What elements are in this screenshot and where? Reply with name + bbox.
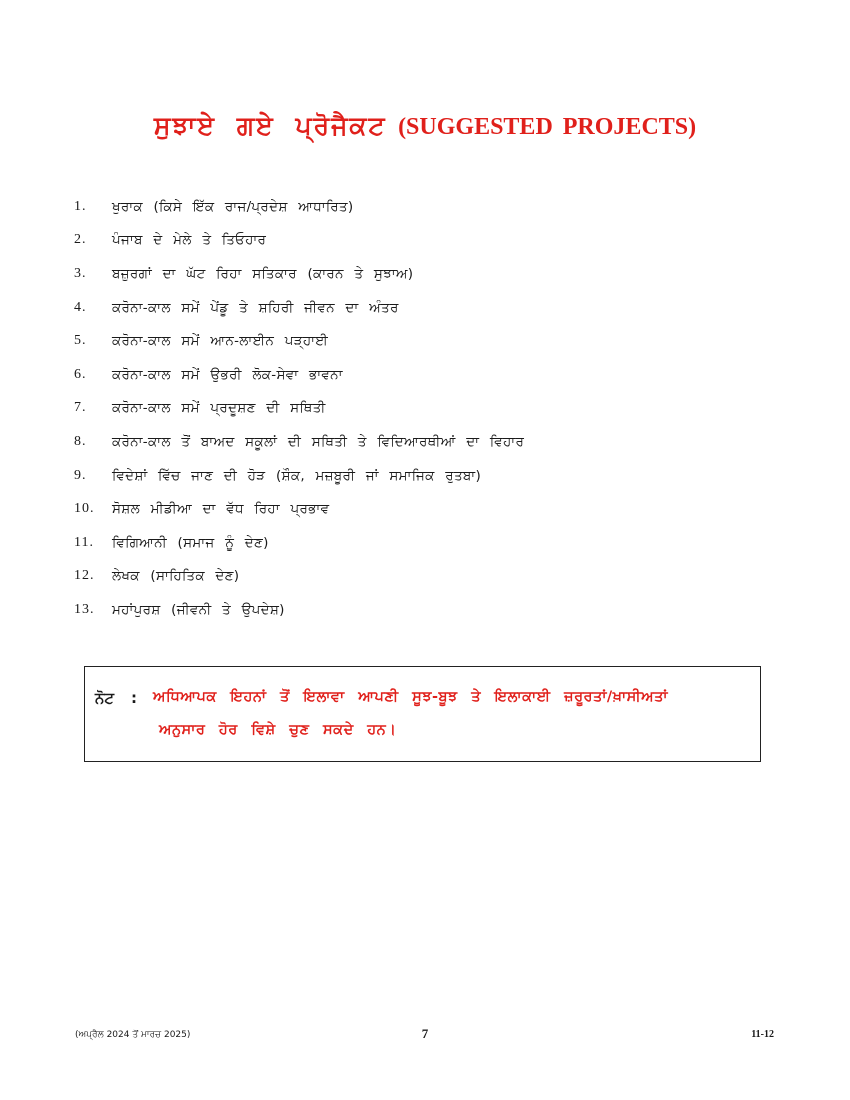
project-item [74,459,774,493]
note-text-line-2: ਅਨੁਸਾਰ ਹੋਰ ਵਿਸ਼ੇ ਚੁਣ ਸਕਦੇ ਹਨ। [159,722,397,738]
project-number: 11. [74,534,94,550]
project-title: ਕਰੋਨਾ-ਕਾਲ ਸਮੇਂ ਪੇਂਡੂ ਤੇ ਸ਼ਹਿਰੀ ਜੀਵਨ ਦਾ ਅੰਤਰ [112,299,399,316]
project-item [74,190,774,224]
project-number: 2. [74,232,87,248]
project-number: 9. [74,467,87,483]
project-title: ਕਰੋਨਾ-ਕਾਲ ਸਮੇਂ ਉਭਰੀ ਲੋਕ-ਸੇਵਾ ਭਾਵਨਾ [112,366,343,383]
project-item [74,257,774,291]
project-item [74,492,774,526]
project-title: ਲੇਖਕ (ਸਾਹਿਤਿਕ ਦੇਣ) [112,568,240,585]
page-title [0,106,850,149]
project-title: ਬਜ਼ੁਰਗਾਂ ਦਾ ਘੱਟ ਰਿਹਾ ਸਤਿਕਾਰ (ਕਾਰਨ ਤੇ ਸੁਝਾਅ) [112,265,414,282]
project-number: 4. [74,299,87,315]
project-item [74,324,774,358]
project-item [74,392,774,426]
project-item [74,358,774,392]
project-title: ਵਿਦੇਸ਼ਾਂ ਵਿੱਚ ਜਾਣ ਦੀ ਹੋੜ (ਸ਼ੌਕ, ਮਜ਼ਬੂਰੀ ਜਾਂ ਸਮਾਜਿਕ ਰੁਤਬਾ) [112,467,482,484]
project-item [74,593,774,627]
footer-session: (ਅਪ੍ਰੈਲ 2024 ਤੋਂ ਮਾਰਚ 2025) [75,1030,191,1040]
note-colon: : [131,689,137,707]
project-item [74,291,774,325]
project-number: 1. [74,198,87,214]
project-item [74,560,774,594]
page-title-punjabi: ਸੁਝਾਏ ਗਏ ਪ੍ਰੋਜੈਕਟ [153,111,387,140]
project-title: ਕਰੋਨਾ-ਕਾਲ ਤੋਂ ਬਾਅਦ ਸਕੂਲਾਂ ਦੀ ਸਥਿਤੀ ਤੇ ਵਿਦਿਆਰਥੀਆਂ ਦਾ ਵਿਹਾਰ [112,433,525,450]
project-item [74,224,774,258]
projects-list [74,190,774,627]
project-number: 10. [74,501,95,517]
project-title: ਕਰੋਨਾ-ਕਾਲ ਸਮੇਂ ਪ੍ਰਦੂਸ਼ਣ ਦੀ ਸਥਿਤੀ [112,400,326,417]
page-title-english: (SUGGESTED PROJECTS) [398,114,697,140]
project-number: 13. [74,601,95,617]
project-item [74,425,774,459]
footer-page-number: 7 [421,1026,429,1041]
project-title: ਸੋਸ਼ਲ ਮੀਡੀਆ ਦਾ ਵੱਧ ਰਿਹਾ ਪ੍ਰਭਾਵ [112,501,330,518]
project-number: 8. [74,433,87,449]
project-number: 6. [74,366,87,382]
project-title: ਵਿਗਿਆਨੀ (ਸਮਾਜ ਨੂੰ ਦੇਣ) [112,534,269,551]
project-title: ਮਹਾਂਪੁਰਸ਼ (ਜੀਵਨੀ ਤੇ ਉਪਦੇਸ਼) [112,601,285,618]
footer-class-range: 11-12 [751,1029,774,1040]
project-number: 12. [74,568,95,584]
project-number: 5. [74,333,87,349]
project-title: ਪੰਜਾਬ ਦੇ ਮੇਲੇ ਤੇ ਤਿਓਹਾਰ [112,232,267,249]
project-number: 7. [74,400,87,416]
project-item [74,526,774,560]
project-title: ਕਰੋਨਾ-ਕਾਲ ਸਮੇਂ ਆਨ-ਲਾਈਨ ਪੜ੍ਹਾਈ [112,333,329,350]
note-text-line-1: ਅਧਿਆਪਕ ਇਹਨਾਂ ਤੋਂ ਇਲਾਵਾ ਆਪਣੀ ਸੂਝ-ਬੂਝ ਤੇ ਇਲਾਕਾਈ ਜ਼ਰੂਰਤਾਂ/ਖ਼ਾਸੀਅਤਾਂ [153,689,668,705]
project-number: 3. [74,265,87,281]
note-label: ਨੋਟ [95,689,114,707]
project-title: ਖੁਰਾਕ (ਕਿਸੇ ਇੱਕ ਰਾਜ/ਪ੍ਰਦੇਸ਼ ਆਧਾਰਿਤ) [112,198,354,215]
note-box [84,666,761,762]
